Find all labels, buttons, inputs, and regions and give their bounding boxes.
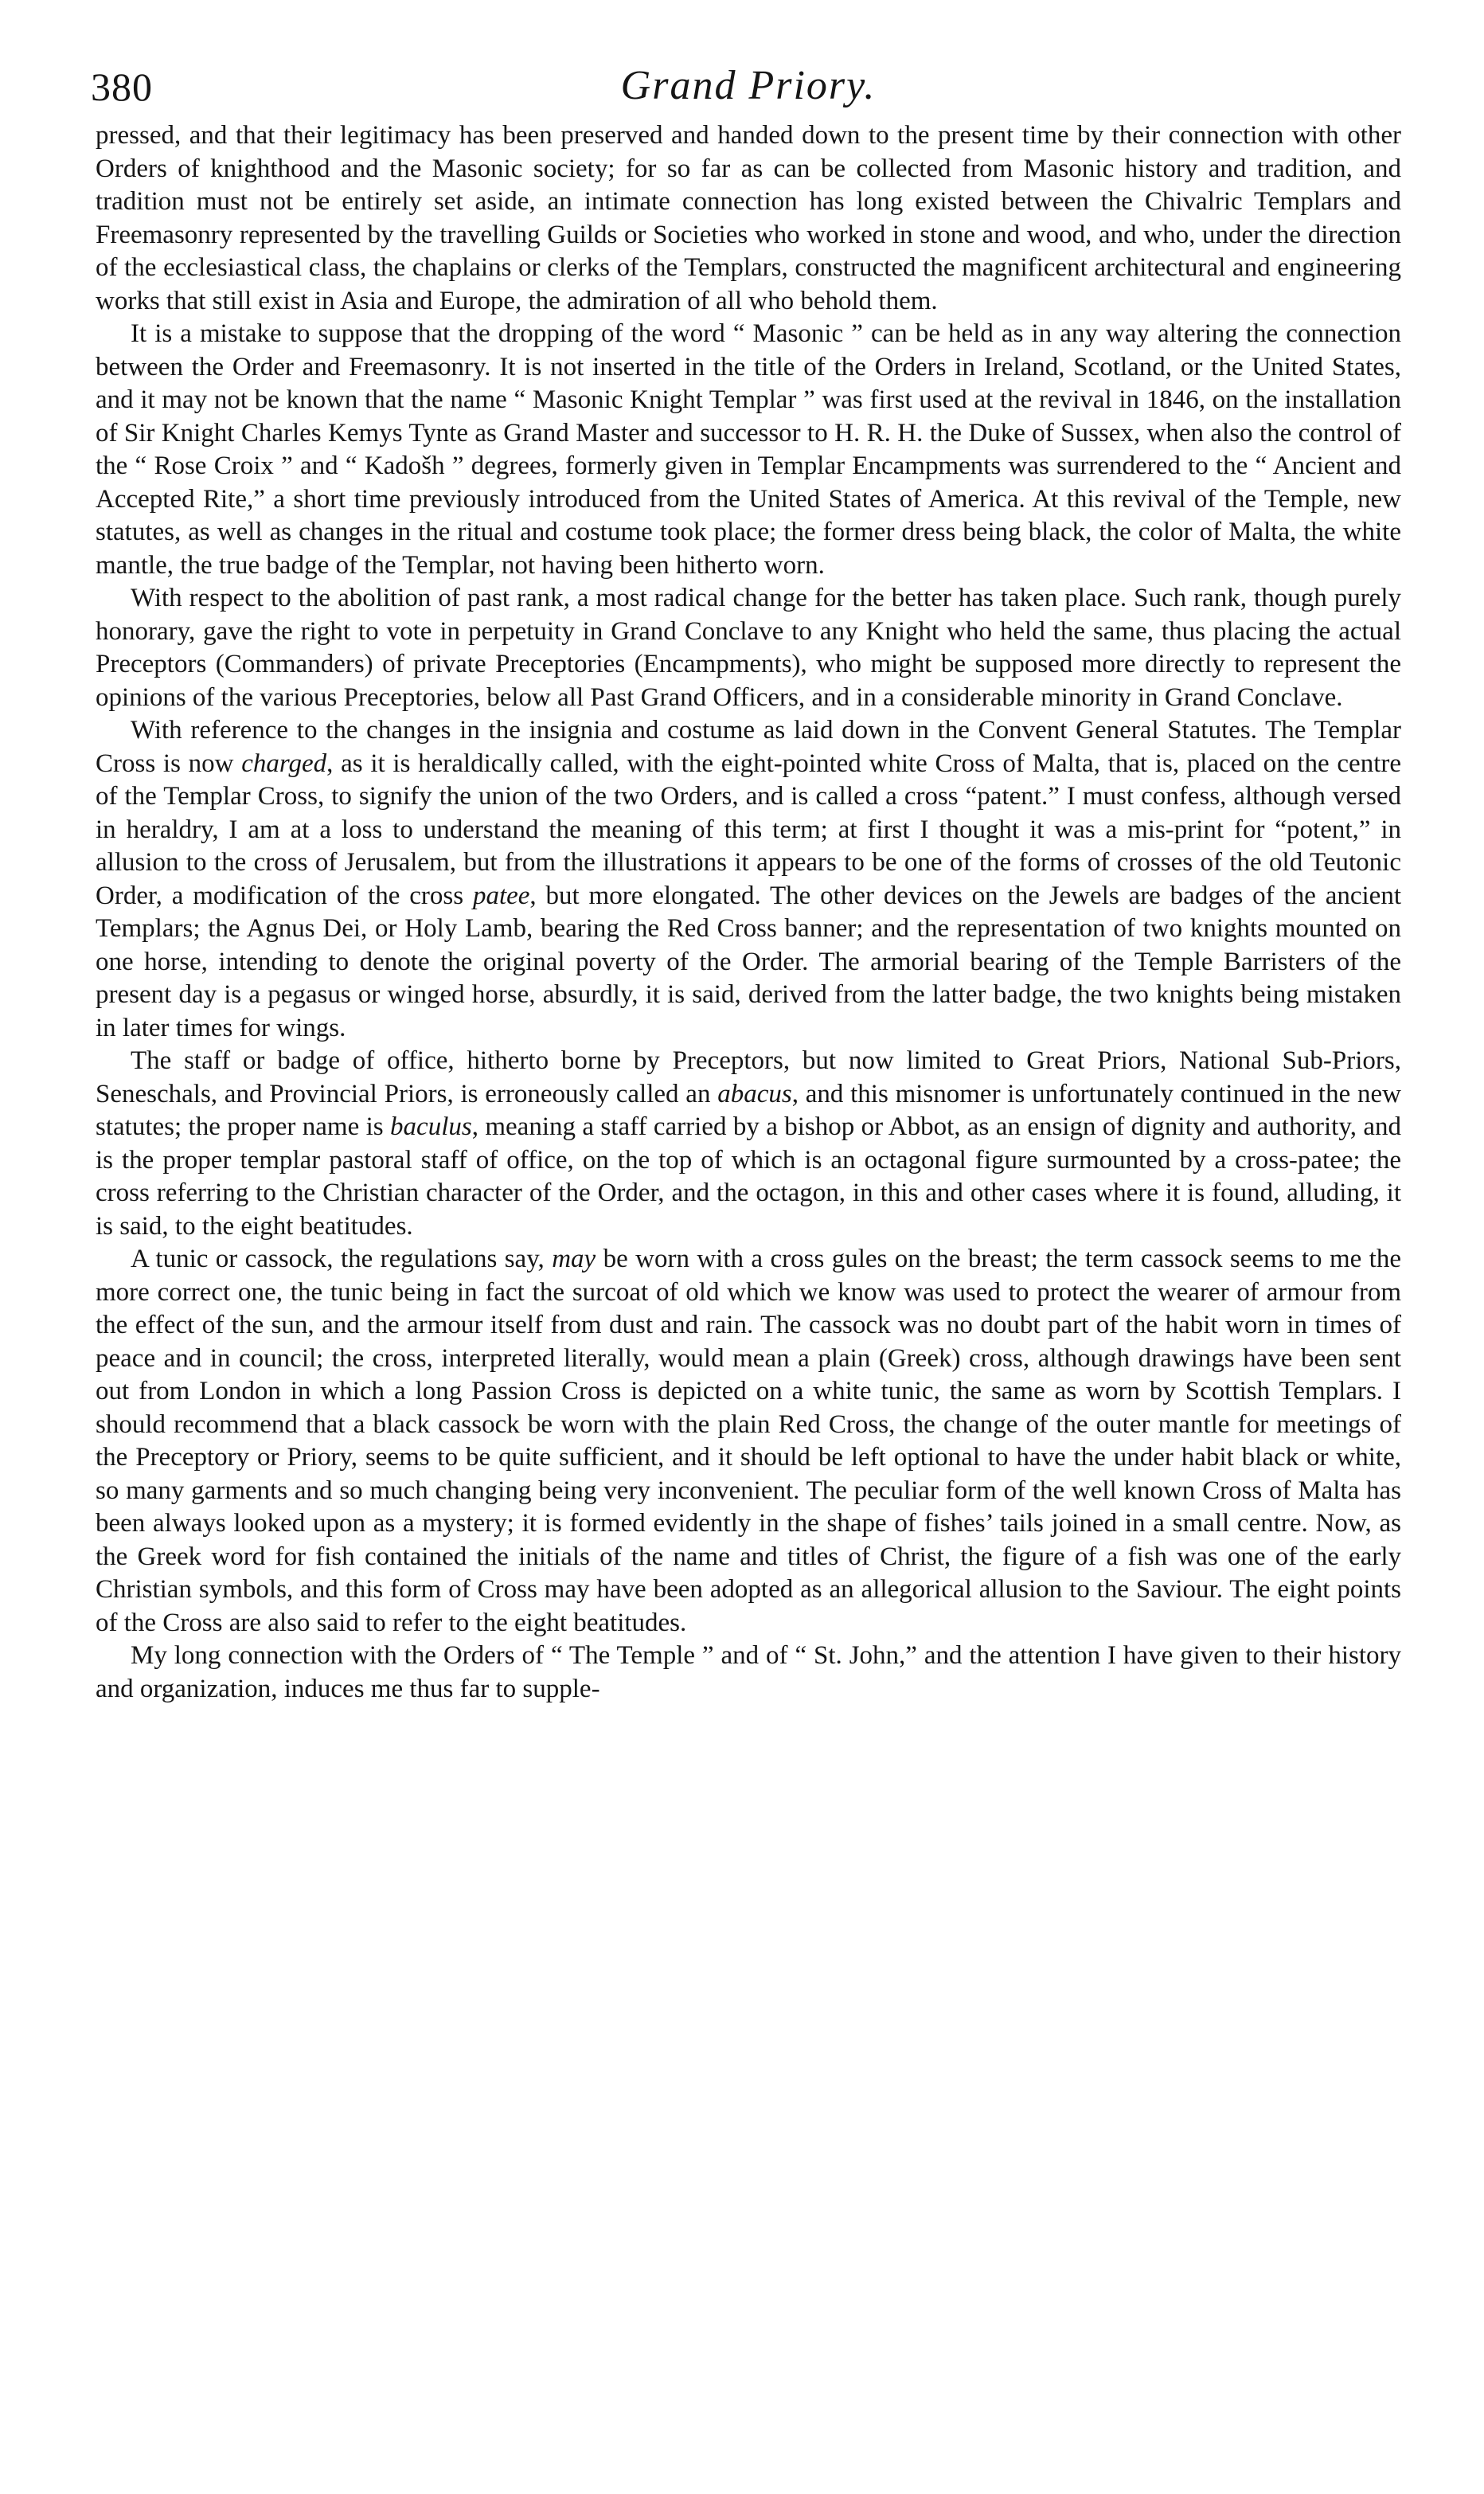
paragraph — [96, 1243, 1401, 1640]
italic-term: baculus — [390, 1112, 472, 1141]
paragraph-text: , and this misnomer is unfortunately continued in the new statutes; the proper name is — [96, 1079, 1401, 1141]
paragraph — [96, 714, 1401, 1045]
paragraph-text: With respect to the abolition of past rank, a most radical change for the better has taken place. Such rank, though purely honorary, gave the right to vote in perpetuity in Grand Conclave to any Knight who held the same, thus placing the actual Preceptors (Commanders) of private Preceptories (Encampments), who might be supposed more directly to represent the opinions of the various Preceptories, below all Past Grand Officers, and in a considerable minority in Grand Conclave. — [96, 584, 1401, 712]
italic-term: abacus — [717, 1079, 792, 1108]
paragraph — [96, 119, 1401, 318]
running-head — [91, 32, 1401, 119]
running-title: Grand Priory. — [620, 63, 877, 108]
paragraph-text: be worn with a cross gules on the breast; the term cassock seems to me the more correct one, the tunic being in fact the surcoat of old which we know was used to protect the wearer of armour from the effect of the sun, and the armour itself from dust and rain. The cassock was no doubt part of the habit worn in times of peace and in council; the cross, interpreted literally, would mean a plain (Greek) cross, although drawings have been sent out from London in which a long Passion Cross is depicted on a white tunic, the same as worn by Scottish Templars. I should recommend that a black cassock be worn with the plain Red Cross, the change of the outer mantle for meetings of the Preceptory or Priory, seems to be quite sufficient, and it should be left optional to have the under habit black or white, so many garments and so much changing being very inconvenient. The peculiar form of the well known Cross of Malta has been always looked upon as a mystery; it is formed evidently in the shape of fishes’ tails joined in a small centre. Now, as the Greek word for fish contained the initials of the name and titles of Christ, the figure of a fish was one of the early Christian symbols, and this form of Cross may have been adopted as an allegorical allusion to the Saviour. The eight points of the Cross are also said to refer to the eight beatitudes. — [96, 1245, 1401, 1637]
paragraph-text: pressed, and that their legitimacy has been preserved and handed down to the present time by their connection with other Orders of knighthood and the Masonic society; for so far as can be collected from Masonic history and tradition, and tradition must not be entirely set aside, an intimate connection has long existed between the Chivalric Templars and Freemasonry represented by the travelling Guilds or Societies who worked in stone and wood, and who, under the direction of the ecclesiastical class, the chaplains or clerks of the Templars, constructed the magnificent architectural and engineering works that still exist in Asia and Europe, the admiration of all who behold them. — [96, 121, 1401, 315]
body-text — [96, 119, 1401, 1706]
paragraph — [96, 1640, 1401, 1706]
paragraph-text: It is a mistake to suppose that the dropping of the word “ Masonic ” can be held as in any way altering the connection between the Order and Freemasonry. It is not inserted in the title of the Orders in Ireland, Scotland, or the United States, and it may not be known that the name “ Masonic Knight Templar ” was first used at the revival in 1846, on the installation of Sir Knight Charles Kemys Tynte as Grand Master and successor to H. R. H. the Duke of Sussex, when also the control of the “ Rose Croix ” and “ Kadošh ” degrees, formerly given in Templar Encampments was surrendered to the “ Ancient and Accepted Rite,” a short time previously introduced from the United States of America. At this revival of the Temple, new statutes, as well as changes in the ritual and costume took place; the former dress being black, the color of Malta, the white mantle, the true badge of the Templar, not having been hitherto worn. — [96, 319, 1401, 580]
paragraph-text: , meaning a staff carried by a bishop or Abbot, as an ensign of dignity and authority, and is the proper templar pastoral staff of office, on the top of which is an octagonal figure surmounted by a cross-patee; the cross referring to the Christian character of the Order, and the octagon, in this and other cases where it is found, alluding, it is said, to the eight beatitudes. — [96, 1112, 1401, 1241]
italic-term: may — [552, 1245, 596, 1273]
paragraph-text: With reference to the changes in the insignia and costume as laid down in the Convent General Statutes. The Templar Cross is now — [96, 716, 1401, 778]
paragraph — [96, 1045, 1401, 1243]
paragraph-text: A tunic or cassock, the regulations say, — [131, 1245, 553, 1273]
paragraph-text: , as it is heraldically called, with the eight-pointed white Cross of Malta, that is, placed on the centre of the Templar Cross, to signify the union of the two Orders, and is called a cross “patent.” I must confess, although versed in heraldry, I am at a loss to understand the meaning of this term; at first I thought it was a mis-print for “potent,” in allusion to the cross of Jerusalem, but from the illustrations it appears to be one of the forms of crosses of the old Teutonic Order, a modification of the cross — [96, 749, 1401, 910]
book-page — [91, 32, 1401, 2469]
paragraph-text: The staff or badge of office, hitherto borne by Preceptors, but now limited to Great Priors, National Sub-Priors, Seneschals, and Provincial Priors, is erroneously called an — [96, 1046, 1401, 1108]
paragraph — [96, 582, 1401, 714]
italic-term: charged — [241, 749, 327, 778]
paragraph-text: My long connection with the Orders of “ The Temple ” and of “ St. John,” and the attention I have given to their history and organization, induces me thus far to supple- — [96, 1641, 1401, 1703]
paragraph-text: , but more elongated. The other devices on the Jewels are badges of the ancient Templars; the Agnus Dei, or Holy Lamb, bearing the Red Cross banner; and the representation of two knights mounted on one horse, intending to denote the original poverty of the Order. The armorial bearing of the Temple Barristers of the present day is a pegasus or winged horse, absurdly, it is said, derived from the latter badge, the two knights being mistaken in later times for wings. — [96, 881, 1401, 1042]
page-number: 380 — [91, 64, 153, 109]
italic-term: patee — [472, 881, 530, 910]
paragraph — [96, 318, 1401, 582]
